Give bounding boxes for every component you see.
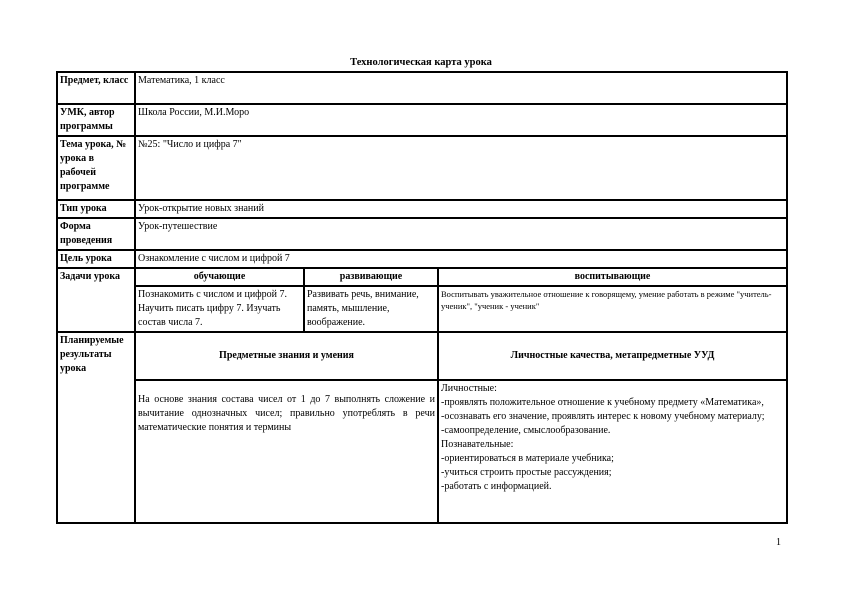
form-label: Форма проведения — [57, 218, 135, 250]
subject-label: Предмет, класс — [57, 72, 135, 104]
tasks-value-developing: Развивать речь, внимание, память, мышление, воображение. — [304, 286, 438, 332]
personal-line: -работать с информацией. — [441, 481, 552, 492]
tasks-value-educating: Воспитывать уважительное отношение к говорящему, умение работать в режиме "учитель-ученик", "ученик - ученик" — [438, 286, 787, 332]
results-label: Планируемые результаты урока — [57, 332, 135, 523]
row-form — [57, 218, 787, 250]
lesson-card-table — [56, 71, 788, 524]
tasks-value-teaching: Познакомить с числом и цифрой 7. Научить писать цифру 7. Изучать состав числа 7. — [135, 286, 304, 332]
row-tasks-headers — [57, 268, 787, 286]
page-title: Технологическая карта урока — [350, 57, 492, 68]
personal-line: -ориентироваться в материале учебника; — [441, 453, 614, 464]
row-topic — [57, 136, 787, 200]
personal-line: Личностные: — [441, 383, 497, 394]
goal-value: Ознакомление с числом и цифрой 7 — [135, 250, 787, 268]
lesson-type-value: Урок-открытие новых знаний — [135, 200, 787, 218]
goal-label: Цель урока — [57, 250, 135, 268]
row-results-values — [57, 380, 787, 523]
row-subject — [57, 72, 787, 104]
subject-value: Математика, 1 класс — [135, 72, 787, 104]
row-lesson-type — [57, 200, 787, 218]
umk-label: УМК, автор программы — [57, 104, 135, 136]
topic-value: №25: "Число и цифра 7" — [135, 136, 787, 200]
tasks-header-teaching: обучающие — [135, 268, 304, 286]
personal-line: -самоопределение, смыслообразование. — [441, 425, 611, 436]
row-results-headers — [57, 332, 787, 380]
personal-line: -осознавать его значение, проявлять интерес к новому учебному материалу; — [441, 411, 765, 422]
tasks-header-educating: воспитывающие — [438, 268, 787, 286]
personal-line: -проявлять положительное отношение к учебному предмету «Математика», — [441, 397, 764, 408]
topic-label: Тема урока, № урока в рабочей программе — [57, 136, 135, 200]
form-value: Урок-путешествие — [135, 218, 787, 250]
personal-line: Познавательные: — [441, 439, 514, 450]
row-tasks-values — [57, 286, 787, 332]
umk-value: Школа России, М.И.Моро — [135, 104, 787, 136]
personal-line: -учиться строить простые рассуждения; — [441, 467, 612, 478]
results-personal-header: Личностные качества, метапредметные УУД — [438, 332, 787, 380]
results-subject-text: На основе знания состава чисел от 1 до 7 выполнять сложение и вычитание однозначных чисел; правильно употреблять в речи математические понятия и термины — [135, 380, 438, 523]
tasks-header-developing: развивающие — [304, 268, 438, 286]
results-subject-header: Предметные знания и умения — [135, 332, 438, 380]
page-number: 1 — [776, 537, 781, 548]
row-umk — [57, 104, 787, 136]
row-goal — [57, 250, 787, 268]
results-personal-list — [438, 380, 787, 523]
tasks-label: Задачи урока — [57, 268, 135, 332]
lesson-type-label: Тип урока — [57, 200, 135, 218]
